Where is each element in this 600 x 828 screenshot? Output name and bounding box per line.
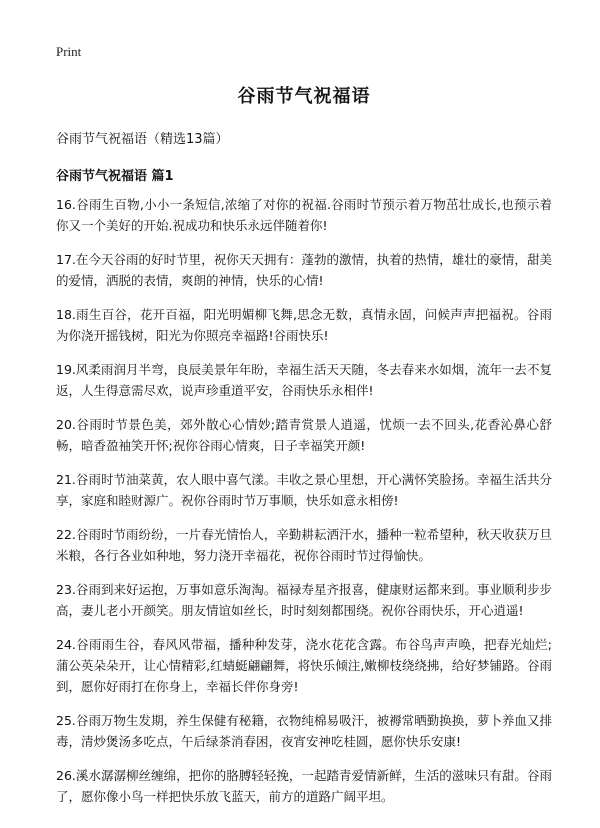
paragraph: 25.谷雨万物生发期，养生保健有秘籍，衣物纯棉易吸汗，被褥常晒勤换换，萝卜养血又排毒，清炒煲汤多吃点，午后绿茶消春困，夜宵安神吃桂圆，愿你快乐安康!	[56, 713, 552, 749]
paragraph: 20.谷雨时节景色美，郊外散心心情妙;踏青赏景人逍遥，忧烦一去不回头,花香沁鼻心舒畅，暗香盈袖笑开怀;祝你谷雨心情爽，日子幸福笑开颜!	[56, 417, 552, 453]
section-heading: 谷雨节气祝福语 篇1	[56, 169, 174, 184]
paragraph: 17.在今天谷雨的好时节里，祝你天天拥有：蓬勃的激情，执着的热情，雄壮的豪情，甜美的爱情，洒脱的表情，爽朗的神情，快乐的心情!	[56, 252, 552, 288]
print-link[interactable]: Print	[56, 44, 82, 59]
page-title: 谷雨节气祝福语	[237, 86, 371, 107]
paragraph: 26.溪水潺潺柳丝缠绵，把你的胳膊轻轻挽，一起踏青爱情新鲜，生活的滋味只有甜。谷雨了，愿你像小鸟一样把快乐放飞蓝天，前方的道路广阔平坦。	[56, 768, 552, 804]
paragraph: 18.雨生百谷，花开百福，阳光明媚柳飞舞,思念无数，真情永固，问候声声把福祝。谷雨为你浇开摇钱树，阳光为你照亮幸福路!谷雨快乐!	[56, 307, 552, 343]
paragraph-list	[56, 194, 552, 807]
document-subtitle: 谷雨节气祝福语（精选13篇）	[56, 132, 229, 147]
paragraph: 23.谷雨到来好运抱，万事如意乐淘淘。福禄寿星齐报喜，健康财运都来到。事业顺利步步高，妻儿老小开颜笑。朋友情谊如丝长，时时刻刻都围绕。祝你谷雨快乐，开心逍遥!	[56, 582, 552, 618]
paragraph: 22.谷雨时节雨纷纷，一片春光情怡人，辛勤耕耘洒汗水，播种一粒希望种，秋天收获万旦米粮，各行各业如种地，努力浇开幸福花，祝你谷雨时节过得愉快。	[56, 527, 552, 563]
paragraph: 19.风柔雨润月半弯，良辰美景年年盼，幸福生活天天随，冬去春来水如烟，流年一去不复返，人生得意需尽欢，说声珍重道平安，谷雨快乐永相伴!	[56, 362, 552, 398]
paragraph: 21.谷雨时节油菜黄，农人眼中喜气漾。丰收之景心里想，开心满怀笑脸扬。幸福生活共分享，家庭和睦财源广。祝你谷雨时节万事顺，快乐如意永相傍!	[56, 472, 552, 508]
paragraph: 24.谷雨雨生谷，春风风带福，播种种发芽，浇水花花含露。布谷鸟声声唤，把春光灿烂;蒲公英朵朵开，让心情精彩,红蜻蜓翩翩舞，将快乐倾注,嫩柳枝绕绕拂，给好梦铺路。谷雨到，愿你好雨打在你身上，幸福长伴你身旁!	[56, 637, 552, 694]
paragraph: 16.谷雨生百物,小小一条短信,浓缩了对你的祝福.谷雨时节预示着万物茁壮成长,也预示着你又一个美好的开始.祝成功和快乐永远伴随着你!	[56, 197, 552, 233]
